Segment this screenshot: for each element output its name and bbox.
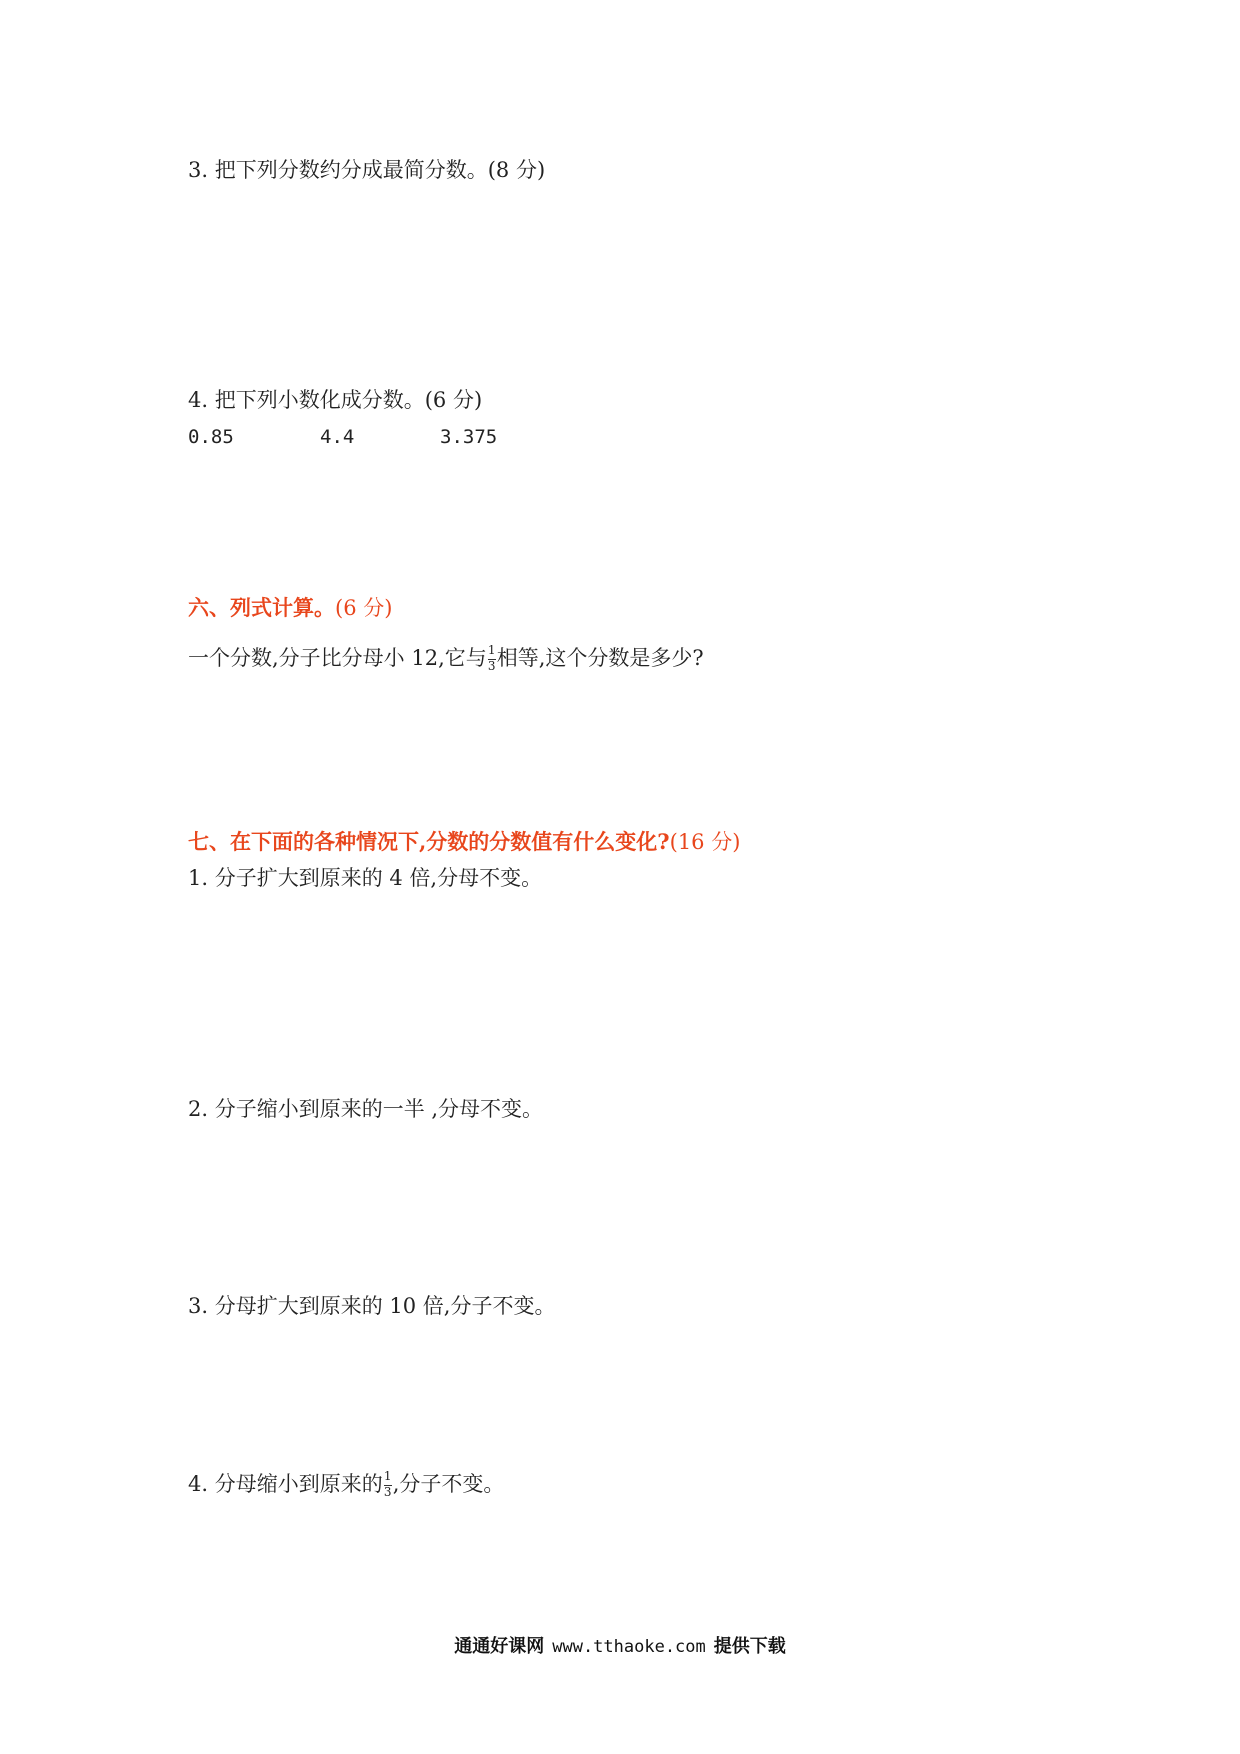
section-7-item-2: 2. 分子缩小到原来的一半 ,分母不变。 [188, 1097, 544, 1121]
inline-fraction-numerator: 1 [487, 642, 496, 657]
question-3 [188, 156, 545, 184]
section-6-score: (6 分) [335, 596, 393, 620]
section-6-heading [188, 594, 392, 622]
page-footer [0, 1632, 1240, 1658]
section-7-score: (16 分) [669, 830, 741, 854]
inline-fraction [487, 642, 496, 675]
footer-site-name: 通通好课网 [454, 1636, 545, 1657]
section-7-item-1: 1. 分子扩大到原来的 4 倍,分母不变。 [188, 866, 543, 890]
inline-fraction-numerator: 1 [383, 1468, 392, 1483]
section-7-title: 七、在下面的各种情况下,分数的分数值有什么变化? [188, 829, 670, 854]
inline-fraction [383, 1468, 392, 1501]
section-7-heading [188, 828, 740, 856]
question-4 [188, 386, 482, 414]
decimal-3: 3.375 [440, 426, 498, 448]
question-3-title: 3. 把下列分数约分成最简分数。 [188, 158, 488, 182]
decimal-2: 4.4 [320, 426, 355, 448]
inline-fraction-denominator: 3 [487, 658, 496, 673]
item-4-text-before: 4. 分母缩小到原来的 [188, 1472, 383, 1496]
section-6-question [188, 644, 704, 675]
footer-url[interactable]: www.tthaoke.com [552, 1637, 706, 1657]
section-7-item-3: 3. 分母扩大到原来的 10 倍,分子不变。 [188, 1294, 556, 1318]
question-4-title: 4. 把下列小数化成分数。 [188, 388, 425, 412]
question-4-score: (6 分) [424, 388, 483, 412]
decimal-1: 0.85 [188, 426, 234, 448]
question-3-score: (8 分) [487, 158, 546, 182]
footer-suffix: 提供下载 [713, 1636, 786, 1657]
section-6-title: 六、列式计算。 [188, 595, 335, 620]
item-4-text-after: ,分子不变。 [392, 1472, 505, 1496]
question-text-before: 一个分数,分子比分母小 12,它与 [188, 646, 487, 670]
inline-fraction-denominator: 3 [383, 1484, 392, 1499]
section-7-item-4 [188, 1470, 504, 1501]
question-text-after: 相等,这个分数是多少? [496, 646, 704, 670]
